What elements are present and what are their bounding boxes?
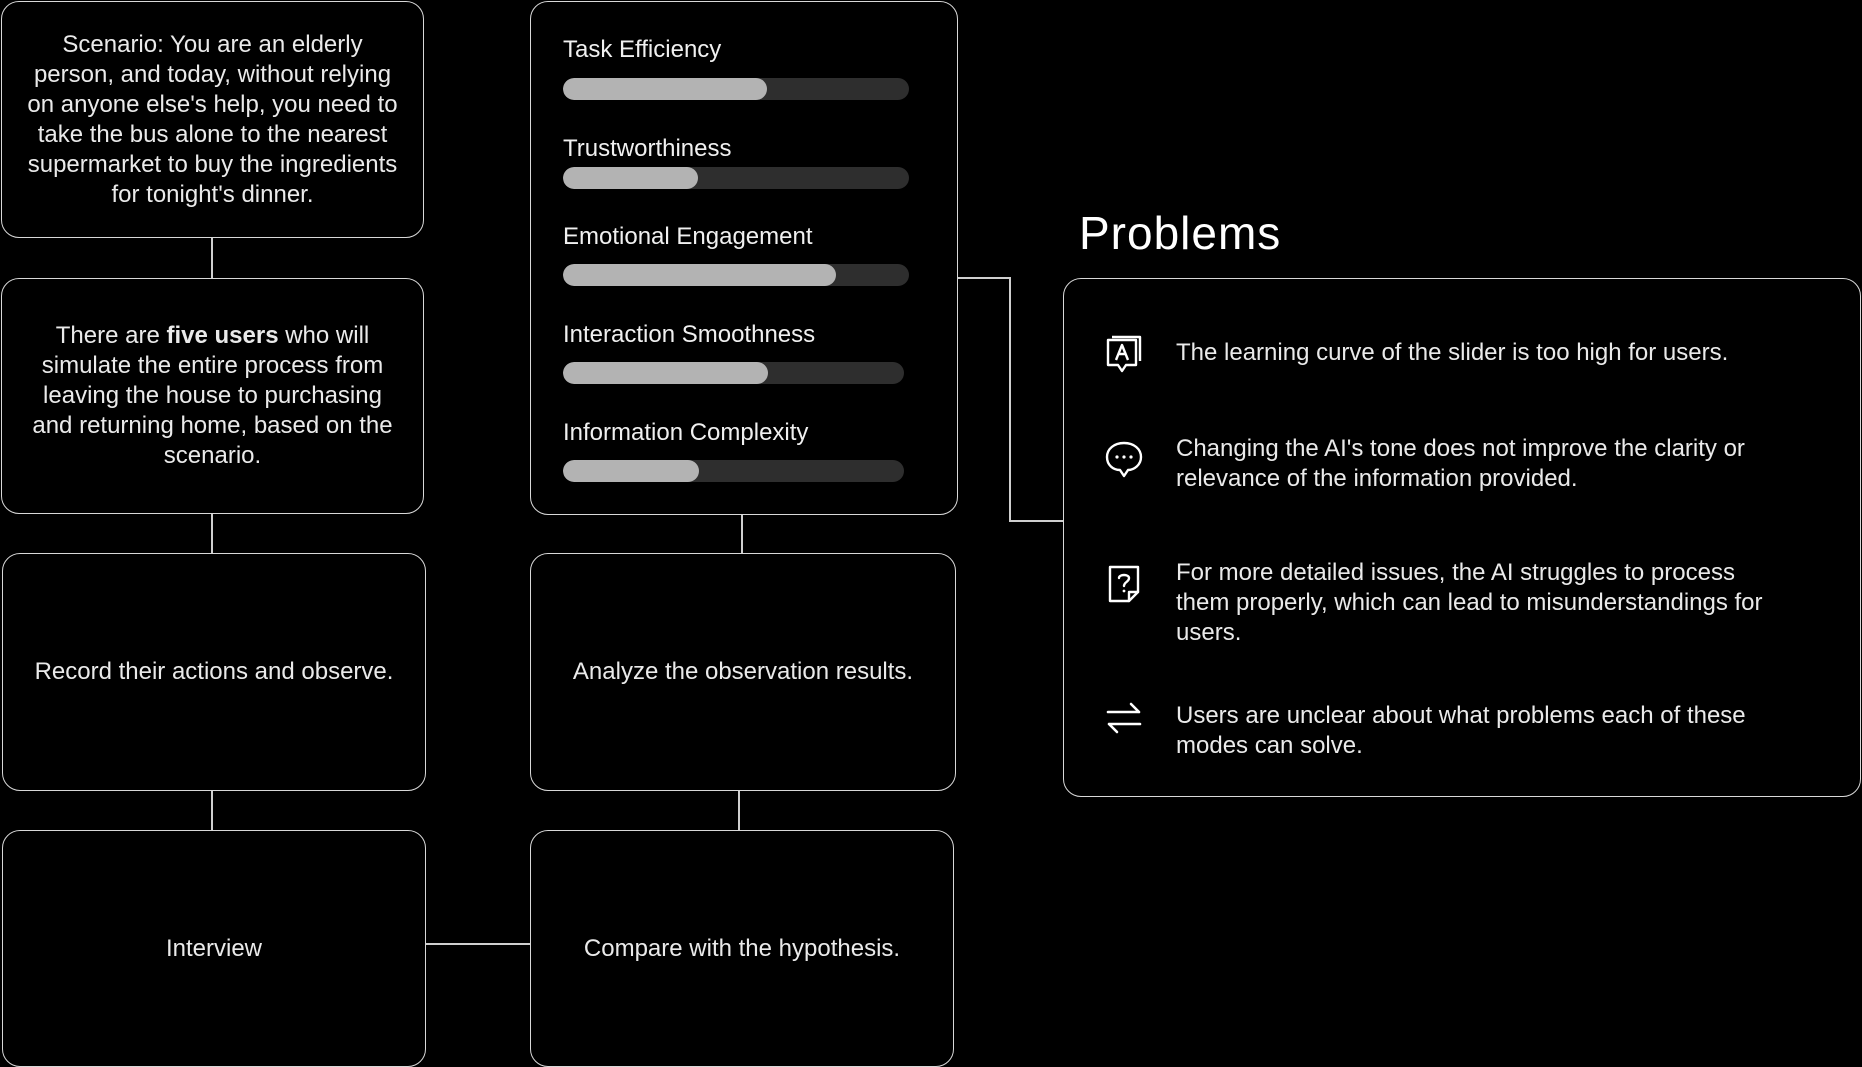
connector-users-record [211, 513, 213, 553]
metric-label-emotional-engagement: Emotional Engagement [563, 223, 813, 250]
metric-track-trustworthiness [563, 167, 909, 189]
compare-box [530, 830, 954, 1067]
connector-problems-h [1009, 520, 1064, 522]
metrics-card [530, 1, 958, 515]
metric-fill-task-efficiency [563, 78, 767, 100]
metric-label-task-efficiency: Task Efficiency [563, 36, 722, 63]
metric-track-information-complexity [563, 460, 904, 482]
metric-label-interaction-smoothness: Interaction Smoothness [563, 321, 816, 348]
interview-box [2, 830, 426, 1067]
problems-title: Problems [1079, 207, 1282, 259]
question-document-icon [1103, 563, 1145, 605]
record-box [2, 553, 426, 791]
interview-text: Interview [165, 934, 263, 962]
problem-text-3: For more detailed issues, the AI struggles to process them properly, which can lead to misunderstandings for users. [1176, 559, 1763, 646]
metric-fill-information-complexity [563, 460, 699, 482]
metric-label-trustworthiness: Trustworthiness [563, 135, 732, 162]
metric-track-task-efficiency [563, 78, 909, 100]
analyze-box [530, 553, 956, 791]
chat-bubble-icon [1103, 439, 1145, 481]
metric-fill-interaction-smoothness [563, 362, 768, 384]
metric-label-information-complexity: Information Complexity [563, 419, 809, 446]
metric-fill-emotional-engagement [563, 264, 836, 286]
metric-track-interaction-smoothness [563, 362, 904, 384]
problem-text-4: Users are unclear about what problems each of these modes can solve. [1176, 702, 1746, 759]
metric-track-emotional-engagement [563, 264, 909, 286]
problem-text-1: The learning curve of the slider is too high for users. [1176, 339, 1729, 366]
record-text: Record their actions and observe. [34, 658, 394, 685]
scenario-box [1, 1, 424, 238]
connector-metrics-v [1009, 277, 1011, 522]
connector-record-interview [211, 790, 213, 830]
swap-arrows-icon [1103, 698, 1145, 740]
problem-text-2: Changing the AI's tone does not improve the clarity or relevance of the information provided. [1176, 435, 1745, 492]
users-box [1, 278, 424, 514]
text-icon [1103, 334, 1145, 376]
users-text-suffix: who will simulate the entire process from leaving the house to purchasing and returning home, based on the scenario. [32, 322, 393, 469]
connector-metrics-h [957, 277, 1010, 279]
compare-text: Compare with the hypothesis. [583, 934, 901, 962]
connector-scenario-users [211, 238, 213, 278]
connector-analyze-metrics [741, 514, 743, 554]
analyze-text: Analyze the observation results. [572, 658, 914, 685]
connector-compare-analyze [738, 790, 740, 830]
scenario-text: Scenario: You are an elderly person, and today, without relying on anyone else's help, you need to take the bus alone to the nearest supermarket to buy the ingredients for tonight's dinner. [27, 30, 398, 208]
users-text [20, 321, 405, 471]
users-text-prefix: There are [55, 322, 167, 349]
metric-fill-trustworthiness [563, 167, 698, 189]
connector-interview-compare [425, 943, 531, 945]
users-text-bold: five users [166, 322, 279, 349]
